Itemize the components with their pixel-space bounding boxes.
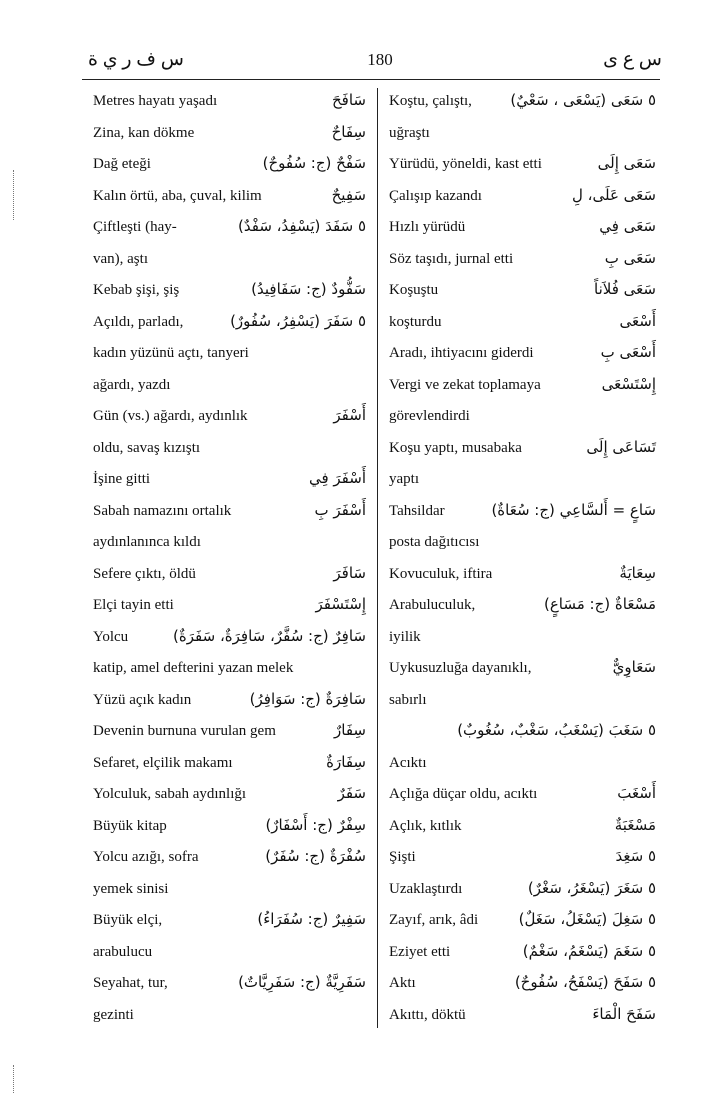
turkish-definition: katip, amel defterini yazan melek [93,660,294,676]
turkish-definition: Koştu, çalıştı, [389,93,472,109]
dictionary-entry [386,433,662,465]
arabic-headword: أَسْفَرَ بِ [314,500,366,519]
dictionary-entry [386,716,662,748]
dictionary-entry [90,968,372,1000]
arabic-headword: ٥ سَغِلَ (يَسْغَلُ، سَغَلٌ) [518,910,656,928]
turkish-definition: Koşuştu [389,282,439,298]
turkish-definition: van), aştı [93,250,148,267]
dictionary-entry [386,338,662,370]
turkish-definition: Yolcu azığı, sofra [93,849,199,865]
turkish-definition: Tahsildar [389,502,445,519]
turkish-definition: Aradı, ihtiyacını giderdi [389,345,534,361]
turkish-definition: Yolcu [93,628,129,645]
dictionary-entry [90,496,372,528]
dictionary-entry [386,527,662,559]
dictionary-entry [90,748,372,780]
turkish-definition: Büyük elçi, [93,912,163,928]
arabic-headword: سَاعٍ = أَلسَّاعِي (ج: سُعَاةٌ) [491,500,656,519]
turkish-definition: posta dağıtıcısı [389,534,480,550]
arabic-headword: سَفِيحٌ [331,185,366,204]
dictionary-entry [386,464,662,496]
right-column [386,86,662,1031]
turkish-definition: Yüzü açık kadın [93,691,192,708]
arabic-headword: سُفْرَةٌ (ج: سُفَرٌ) [265,847,366,865]
arabic-headword: ٥ سَفَحَ (يَسْفَحُ، سُفُوحٌ) [514,973,656,991]
turkish-definition: Elçi tayin etti [93,597,174,613]
arabic-headword: سَافِرَةٌ (ج: سَوَافِرُ) [249,689,366,708]
turkish-definition: Uzaklaştırdı [389,880,463,897]
turkish-definition: sabırlı [389,691,427,708]
turkish-definition: Büyük kitap [93,817,167,834]
turkish-definition: Vergi ve zekat toplamaya [389,376,541,393]
dictionary-entry [386,275,662,307]
dictionary-entry [90,433,372,465]
arabic-headword: أَسْفَرَ فِي [308,469,366,487]
arabic-headword: سَفَحَ الْمَاءَ [592,1004,656,1023]
dictionary-entry [386,811,662,843]
turkish-definition: İşine gitti [93,471,151,487]
turkish-definition: Koşu yaptı, musabaka [389,439,522,456]
arabic-headword: سَعَى فُلاَناً [594,280,656,298]
margin-mark [13,170,15,220]
turkish-definition: Kebab şişi, şiş [93,282,180,298]
arabic-headword: ٥ سَغَرَ (يَسْغَرُ، سَغْرٌ) [527,878,656,897]
dictionary-entry [90,842,372,874]
arabic-headword: مَسْعَاةٌ (ج: مَسَاعٍ) [544,595,656,613]
dictionary-entry [386,86,662,118]
turkish-definition: iyilik [389,628,421,645]
left-column [90,86,372,1031]
arabic-headword: سَفْحٌ (ج: سُفُوحٌ) [262,154,366,172]
turkish-definition: yemek sinisi [93,880,169,897]
dictionary-entry [90,401,372,433]
turkish-definition: Sefaret, elçilik makamı [93,754,233,771]
arabic-headword: ٥ سَغِدَ [615,847,656,865]
dictionary-entry [386,685,662,717]
margin-mark [13,1065,15,1093]
turkish-definition: Yürüdü, yöneldi, kast etti [389,156,542,172]
turkish-definition: Seyahat, tur, [93,975,168,991]
turkish-definition: Sefere çıktı, öldü [93,565,196,582]
turkish-definition: uğraştı [389,124,430,141]
arabic-headword: إِسْتَسْفَرَ [315,595,366,613]
turkish-definition: görevlendirdi [389,408,470,424]
turkish-definition: Yolculuk, sabah aydınlığı [93,786,247,802]
arabic-headword: مَسْغَبَةٌ [614,815,656,834]
arabic-headword: سِفَارٌ [334,721,366,739]
dictionary-entry [90,181,372,213]
arabic-headword: سَفُّودٌ (ج: سَفَافِيدُ) [251,280,366,298]
turkish-definition: Sabah namazını ortalık [93,502,232,519]
arabic-headword: سَفِيرٌ (ج: سُفَرَاءُ) [257,910,366,928]
arabic-headword: أَسْعَى [619,311,656,330]
header-rule [82,79,660,80]
arabic-headword: ٥ سَغَبَ (يَسْغَبُ، سَغْبٌ، سُغُوبٌ) [457,721,656,739]
turkish-definition: Eziyet etti [389,943,451,960]
column-divider [377,88,378,1028]
dictionary-entry [386,937,662,969]
arabic-headword: سَافِرٌ (ج: سُفَّرٌ، سَافِرَةٌ، سَفَرَةٌ) [173,626,366,645]
dictionary-entry [386,842,662,874]
arabic-headword: سَفَرِيَّةٌ (ج: سَفَرِيَّاتٌ) [238,973,366,991]
turkish-definition: Devenin burnuna vurulan gem [93,723,276,739]
page-header [0,48,720,78]
dictionary-entry [90,307,372,339]
dictionary-entry [386,874,662,906]
arabic-headword: ٥ سَفَرَ (يَسْفِرُ، سُفُورٌ) [230,311,366,330]
turkish-definition: koşturdu [389,313,442,330]
turkish-definition: Söz taşıdı, jurnal etti [389,250,514,267]
turkish-definition: gezinti [93,1006,134,1023]
dictionary-entry [90,622,372,654]
dictionary-entry [90,338,372,370]
dictionary-entry [90,370,372,402]
dictionary-entry [386,748,662,780]
turkish-definition: Açlık, kıtlık [389,817,462,834]
dictionary-entry [386,905,662,937]
turkish-definition: Çalışıp kazandı [389,187,482,204]
dictionary-entry [386,653,662,685]
arabic-headword: سَافَرَ [333,563,366,582]
turkish-definition: Gün (vs.) ağardı, aydınlık [93,408,248,424]
dictionary-entry [386,1000,662,1032]
turkish-definition: Açıldı, parladı, [93,313,184,330]
dictionary-entry [90,779,372,811]
turkish-definition: Uykusuzluğa dayanıklı, [389,660,532,676]
turkish-definition: Arabuluculuk, [389,597,476,613]
turkish-definition: Hızlı yürüdü [389,219,466,235]
dictionary-entry [386,307,662,339]
page-number: 180 [367,50,393,69]
turkish-definition: Zayıf, arık, âdi [389,912,479,928]
dictionary-entry [90,653,372,685]
dictionary-entry [386,401,662,433]
turkish-definition: Açlığa düçar oldu, acıktı [389,786,538,802]
arabic-headword: أَسْغَبَ [617,784,656,802]
header-left-letters: س ف ر ي ة [88,49,184,70]
turkish-definition: Şişti [389,849,416,865]
dictionary-entry [90,937,372,969]
arabic-headword: سِفَارَةٌ [326,752,366,771]
arabic-headword: سَعَى عَلَى، لِ [571,185,656,204]
dictionary-entry [90,149,372,181]
dictionary-entry [90,1000,372,1032]
turkish-definition: Zina, kan dökme [93,124,195,141]
arabic-headword: سَعَاوِيٌّ [612,658,656,676]
dictionary-entry [386,779,662,811]
arabic-headword: ٥ سَعَى (يَسْعَى ، سَعْيٌ) [510,91,656,109]
arabic-headword: سَفَرٌ [337,784,366,802]
dictionary-entry [90,685,372,717]
dictionary-entry [386,118,662,150]
arabic-headword: ٥ سَغَمَ (يَسْغَمُ، سَغْمٌ) [522,941,656,960]
turkish-definition: Acıktı [389,754,427,771]
arabic-headword: سَافَحَ [332,91,366,109]
arabic-headword: سِفَاحٌ [331,122,366,141]
dictionary-entry [90,527,372,559]
arabic-headword: إِسْتَسْعَى [601,374,656,393]
arabic-headword: أَسْعَى بِ [600,343,656,361]
dictionary-entry [386,622,662,654]
dictionary-entry [386,244,662,276]
dictionary-entry [386,559,662,591]
dictionary-entry [386,968,662,1000]
turkish-definition: Akıttı, döktü [389,1006,466,1023]
arabic-headword: أَسْفَرَ [333,406,366,424]
turkish-definition: Çiftleşti (hay- [93,219,177,235]
turkish-definition: aydınlanınca kıldı [93,534,201,550]
dictionary-entry [90,118,372,150]
turkish-definition: kadın yüzünü açtı, tanyeri [93,345,249,361]
dictionary-entry [90,464,372,496]
turkish-definition: oldu, savaş kızıştı [93,439,201,456]
arabic-headword: سَعَى فِي [599,217,656,235]
turkish-definition: Metres hayatı yaşadı [93,93,218,109]
turkish-definition: yaptı [389,471,419,487]
arabic-headword: سِعَايَةٌ [619,563,656,582]
dictionary-entry [90,874,372,906]
dictionary-entry [386,496,662,528]
turkish-definition: Kovuculuk, iftira [389,565,493,582]
dictionary-entry [90,905,372,937]
dictionary-entry [90,244,372,276]
turkish-definition: ağardı, yazdı [93,376,171,393]
dictionary-entry [386,590,662,622]
arabic-headword: تَسَاعَى إِلَى [586,437,656,456]
dictionary-entry [386,212,662,244]
turkish-definition: Dağ eteği [93,156,151,172]
dictionary-entry [90,811,372,843]
arabic-headword: سَعَى إِلَى [597,154,656,172]
dictionary-entry [386,181,662,213]
arabic-headword: سِفْرٌ (ج: أَسْفَارٌ) [265,815,366,834]
turkish-definition: arabulucu [93,943,153,960]
dictionary-entry [90,86,372,118]
turkish-definition: Kalın örtü, aba, çuval, kilim [93,187,262,204]
dictionary-entry [386,149,662,181]
dictionary-entry [90,716,372,748]
dictionary-entry [90,212,372,244]
dictionary-entry [90,275,372,307]
arabic-headword: سَعَى بِ [604,248,656,267]
dictionary-entry [90,590,372,622]
arabic-headword: ٥ سَفَدَ (يَسْفِدُ، سَفْدٌ) [238,217,366,235]
dictionary-entry [386,370,662,402]
turkish-definition: Aktı [389,975,416,991]
dictionary-entry [90,559,372,591]
header-right-letters: س ع ى [603,49,662,70]
